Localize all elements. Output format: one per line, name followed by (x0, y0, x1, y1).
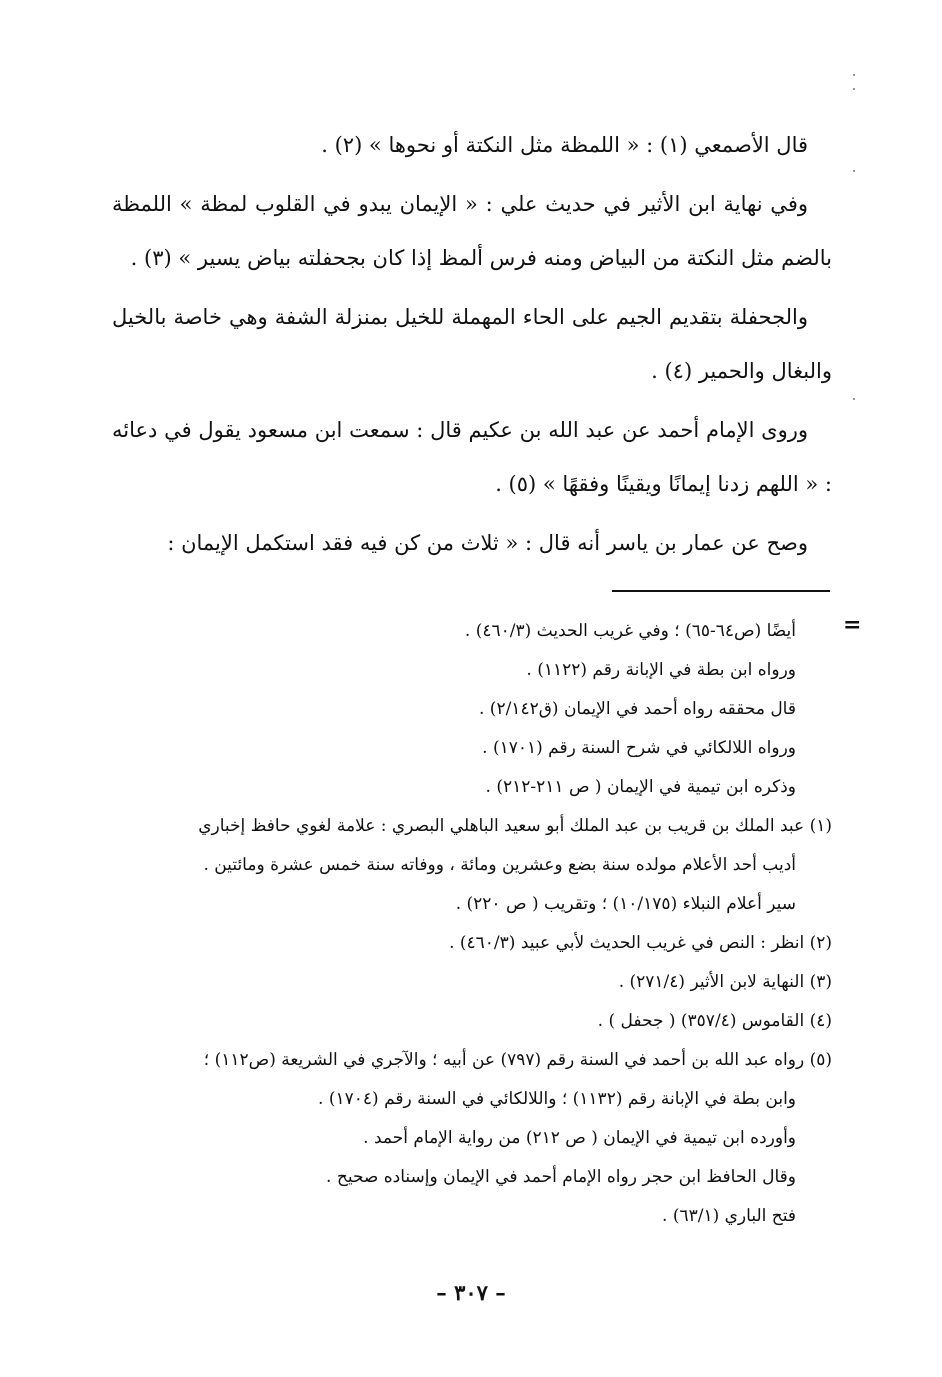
footnotes (112, 612, 832, 1236)
footnote-5 (112, 1041, 832, 1080)
paragraph: وصح عن عمار بن ياسر أنه قال : « ثلاث من كن فيه فقد استكمل الإيمان : (167, 531, 808, 555)
footnote-2 (112, 924, 832, 963)
footnote-4 (112, 1002, 832, 1041)
scan-speck (853, 74, 855, 76)
main-text (112, 118, 832, 575)
footnote-1 (112, 807, 832, 846)
footnote-line: سير أعلام النبلاء (١٠/١٧٥) ؛ وتقريب ( ص ٢٢٠) . (455, 894, 796, 914)
footnote-number: (٣) (809, 972, 832, 992)
scan-speck (853, 170, 855, 172)
footnote-continued-line: أيضًا (ص٦٤-٦٥) ؛ وفي غريب الحديث (٤٦٠/٣) . (464, 621, 796, 641)
scan-speck (853, 88, 855, 90)
scan-speck (853, 398, 855, 400)
footnote-text: رواه عبد الله بن أحمد في السنة رقم (٧٩٧) عن أبيه ؛ والآجري في الشريعة (ص١١٢) ؛ (203, 1050, 805, 1070)
paragraph: والجحفلة بتقديم الجيم على الحاء المهملة للخيل بمنزلة الشفة وهي خاصة بالخيل والبغال والحمير (٤) . (112, 305, 832, 383)
page-number: – ٣٠٧ – (436, 1280, 506, 1305)
footnote-number: (٤) (809, 1011, 832, 1031)
footnote-continued-line: ورواه ابن بطة في الإبانة رقم (١١٢٢) . (526, 660, 796, 680)
footnote-3 (112, 963, 832, 1002)
paragraph: قال الأصمعي (١) : « اللمظة مثل النكتة أو نحوها » (٢) . (321, 133, 808, 157)
footnote-line: وقال الحافظ ابن حجر رواه الإمام أحمد في الإيمان وإسناده صحيح . (326, 1167, 796, 1187)
paragraph: وروى الإمام أحمد عن عبد الله بن عكيم قال : سمعت ابن مسعود يقول في دعائه : « اللهم زدنا إيمانًا ويقينًا وفقهًا » (٥) . (112, 418, 832, 496)
paragraph: وفي نهاية ابن الأثير في حديث علي : « الإيمان يبدو في القلوب لمظة » اللمظة بالضم مثل النكتة من البياض ومنه فرس ألمظ إذا كان بجحفلته بياض يسير » (٣) . (112, 192, 832, 270)
footnote-separator (612, 590, 830, 592)
footnote-line: أديب أحد الأعلام مولده سنة بضع وعشرين ومائة ، ووفاته سنة خمس عشرة ومائتين . (203, 855, 796, 875)
footnote-number: (٢) (809, 933, 832, 953)
footnote-text: القاموس (٣٥٧/٤) ( جحفل ) . (597, 1011, 805, 1031)
footnote-line: فتح الباري (٦٣/١) . (662, 1206, 796, 1226)
footnote-number: (١) (809, 816, 832, 836)
footnote-continuation-mark: = (843, 612, 862, 638)
footnote-line: وأورده ابن تيمية في الإيمان ( ص ٢١٢) من رواية الإمام أحمد . (363, 1128, 796, 1148)
footnote-number: (٥) (809, 1050, 832, 1070)
footnote-continued-line: ورواه اللالكائي في شرح السنة رقم (١٧٠١) . (482, 738, 796, 758)
footnote-line: وابن بطة في الإبانة رقم (١١٣٢) ؛ واللالكائي في السنة رقم (١٧٠٤) . (318, 1089, 796, 1109)
footnote-text: عبد الملك بن قريب بن عبد الملك أبو سعيد الباهلي البصري : علامة لغوي حافظ إخباري (198, 816, 805, 836)
footnote-text: انظر : النص في غريب الحديث لأبي عبيد (٤٦٠/٣) . (449, 933, 805, 953)
footnote-continued-line: وذكره ابن تيمية في الإيمان ( ص ٢١١-٢١٢) . (485, 777, 796, 797)
footnote-text: النهاية لابن الأثير (٢٧١/٤) . (618, 972, 805, 992)
footnote-continued-line: قال محققه رواه أحمد في الإيمان (ق٢/١٤٢) . (479, 699, 796, 719)
